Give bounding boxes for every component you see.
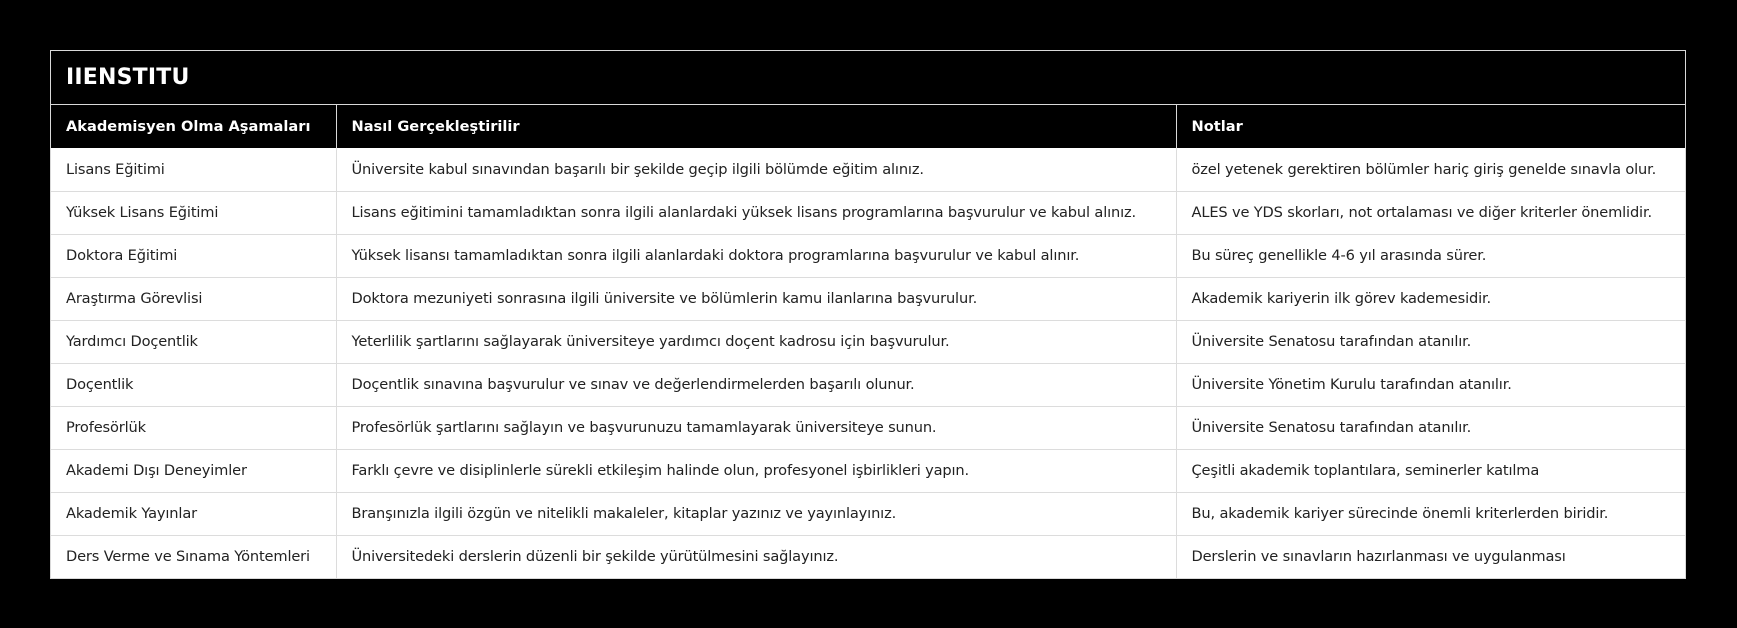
table-title: IIENSTITU: [51, 51, 1685, 105]
cell-stage: Profesörlük: [51, 406, 336, 449]
cell-stage: Akademik Yayınlar: [51, 492, 336, 535]
cell-notes: Üniversite Senatosu tarafından atanılır.: [1176, 320, 1685, 363]
column-header-notes: Notlar: [1176, 105, 1685, 148]
cell-stage: Araştırma Görevlisi: [51, 277, 336, 320]
cell-how: Doktora mezuniyeti sonrasına ilgili üniversite ve bölümlerin kamu ilanlarına başvurulur.: [336, 277, 1176, 320]
table-row: [51, 320, 1685, 363]
cell-how: Doçentlik sınavına başvurulur ve sınav ve değerlendirmelerden başarılı olunur.: [336, 363, 1176, 406]
cell-stage: Ders Verme ve Sınama Yöntemleri: [51, 535, 336, 578]
table-row: [51, 191, 1685, 234]
cell-notes: Derslerin ve sınavların hazırlanması ve uygulanması: [1176, 535, 1685, 578]
cell-notes: Üniversite Yönetim Kurulu tarafından atanılır.: [1176, 363, 1685, 406]
cell-stage: Yüksek Lisans Eğitimi: [51, 191, 336, 234]
cell-how: Üniversitedeki derslerin düzenli bir şekilde yürütülmesini sağlayınız.: [336, 535, 1176, 578]
table-row: [51, 449, 1685, 492]
cell-how: Branşınızla ilgili özgün ve nitelikli makaleler, kitaplar yazınız ve yayınlayınız.: [336, 492, 1176, 535]
cell-notes: Bu, akademik kariyer sürecinde önemli kriterlerden biridir.: [1176, 492, 1685, 535]
cell-how: Profesörlük şartlarını sağlayın ve başvurunuzu tamamlayarak üniversiteye sunun.: [336, 406, 1176, 449]
table-row: [51, 277, 1685, 320]
cell-how: Yüksek lisansı tamamladıktan sonra ilgili alanlardaki doktora programlarına başvurulur ve kabul alınır.: [336, 234, 1176, 277]
cell-notes: Akademik kariyerin ilk görev kademesidir.: [1176, 277, 1685, 320]
column-header-stage: Akademisyen Olma Aşamaları: [51, 105, 336, 148]
cell-notes: ALES ve YDS skorları, not ortalaması ve diğer kriterler önemlidir.: [1176, 191, 1685, 234]
cell-how: Lisans eğitimini tamamladıktan sonra ilgili alanlardaki yüksek lisans programlarına başvurulur ve kabul alınız.: [336, 191, 1176, 234]
table-row: [51, 363, 1685, 406]
cell-how: Farklı çevre ve disiplinlerle sürekli etkileşim halinde olun, profesyonel işbirlikleri yapın.: [336, 449, 1176, 492]
table-row: [51, 148, 1685, 191]
cell-stage: Doktora Eğitimi: [51, 234, 336, 277]
cell-how: Yeterlilik şartlarını sağlayarak üniversiteye yardımcı doçent kadrosu için başvurulur.: [336, 320, 1176, 363]
table-row: [51, 492, 1685, 535]
column-header-how: Nasıl Gerçekleştirilir: [336, 105, 1176, 148]
table-row: [51, 234, 1685, 277]
cell-stage: Akademi Dışı Deneyimler: [51, 449, 336, 492]
cell-stage: Lisans Eğitimi: [51, 148, 336, 191]
table-row: [51, 535, 1685, 578]
cell-how: Üniversite kabul sınavından başarılı bir şekilde geçip ilgili bölümde eğitim alınız.: [336, 148, 1176, 191]
cell-notes: Çeşitli akademik toplantılara, seminerler katılma: [1176, 449, 1685, 492]
cell-notes: Üniversite Senatosu tarafından atanılır.: [1176, 406, 1685, 449]
cell-stage: Doçentlik: [51, 363, 336, 406]
header-row: [51, 105, 1685, 148]
cell-notes: özel yetenek gerektiren bölümler hariç giriş genelde sınavla olur.: [1176, 148, 1685, 191]
cell-notes: Bu süreç genellikle 4-6 yıl arasında sürer.: [1176, 234, 1685, 277]
table-grid: [51, 105, 1685, 578]
cell-stage: Yardımcı Doçentlik: [51, 320, 336, 363]
table-row: [51, 406, 1685, 449]
data-table: [50, 50, 1686, 579]
